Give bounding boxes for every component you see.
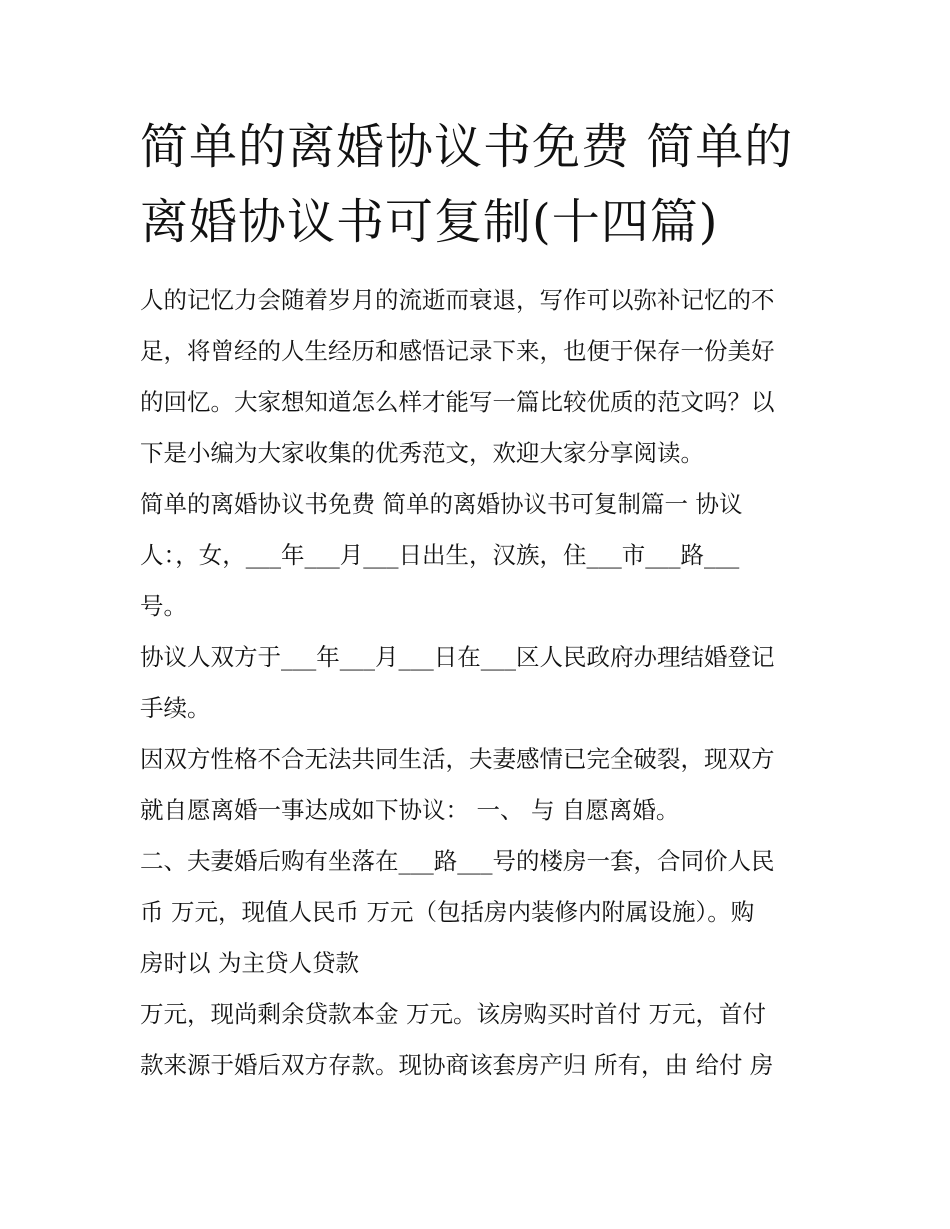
body-line: 人：，女，___年___月___日出生，汉族，住___市___路___ (140, 541, 740, 569)
body-line: 就自愿离婚一事达成如下协议： 一、 与 自愿离婚。 (140, 796, 680, 824)
body-line: 简单的离婚协议书免费 简单的离婚协议书可复制篇一 协议 (140, 490, 743, 518)
body-line: 足，将曾经的人生经历和感悟记录下来，也便于保存一份美好 (140, 337, 775, 365)
body-line: 万元，现尚剩余贷款本金 万元。该房购买时首付 万元，首付 (140, 1000, 766, 1028)
document-body (140, 275, 820, 1091)
title-line-2: 离婚协议书可复制(十四篇) (140, 194, 719, 250)
body-line: 房时以 为主贷人贷款 (140, 949, 359, 977)
title-line-1: 简单的离婚协议书免费 简单的 (140, 119, 794, 175)
body-line: 协议人双方于___年___月___日在___区人民政府办理结婚登记 (140, 643, 775, 671)
document-title (140, 110, 820, 260)
body-line: 号。 (140, 592, 187, 620)
body-line: 人的记忆力会随着岁月的流逝而衰退，写作可以弥补记忆的不 (140, 286, 775, 314)
body-line: 手续。 (140, 694, 211, 722)
body-line: 款来源于婚后双方存款。现协商该套房产归 所有，由 给付 房 (140, 1051, 774, 1079)
body-line: 下是小编为大家收集的优秀范文，欢迎大家分享阅读。 (140, 439, 704, 467)
body-line: 二、夫妻婚后购有坐落在___路___号的楼房一套，合同价人民 (140, 847, 775, 875)
body-line: 的回忆。大家想知道怎么样才能写一篇比较优质的范文吗？以 (140, 388, 775, 416)
body-line: 因双方性格不合无法共同生活，夫妻感情已完全破裂，现双方 (140, 745, 775, 773)
body-line: 币 万元，现值人民币 万元（包括房内装修内附属设施）。购 (140, 898, 755, 926)
